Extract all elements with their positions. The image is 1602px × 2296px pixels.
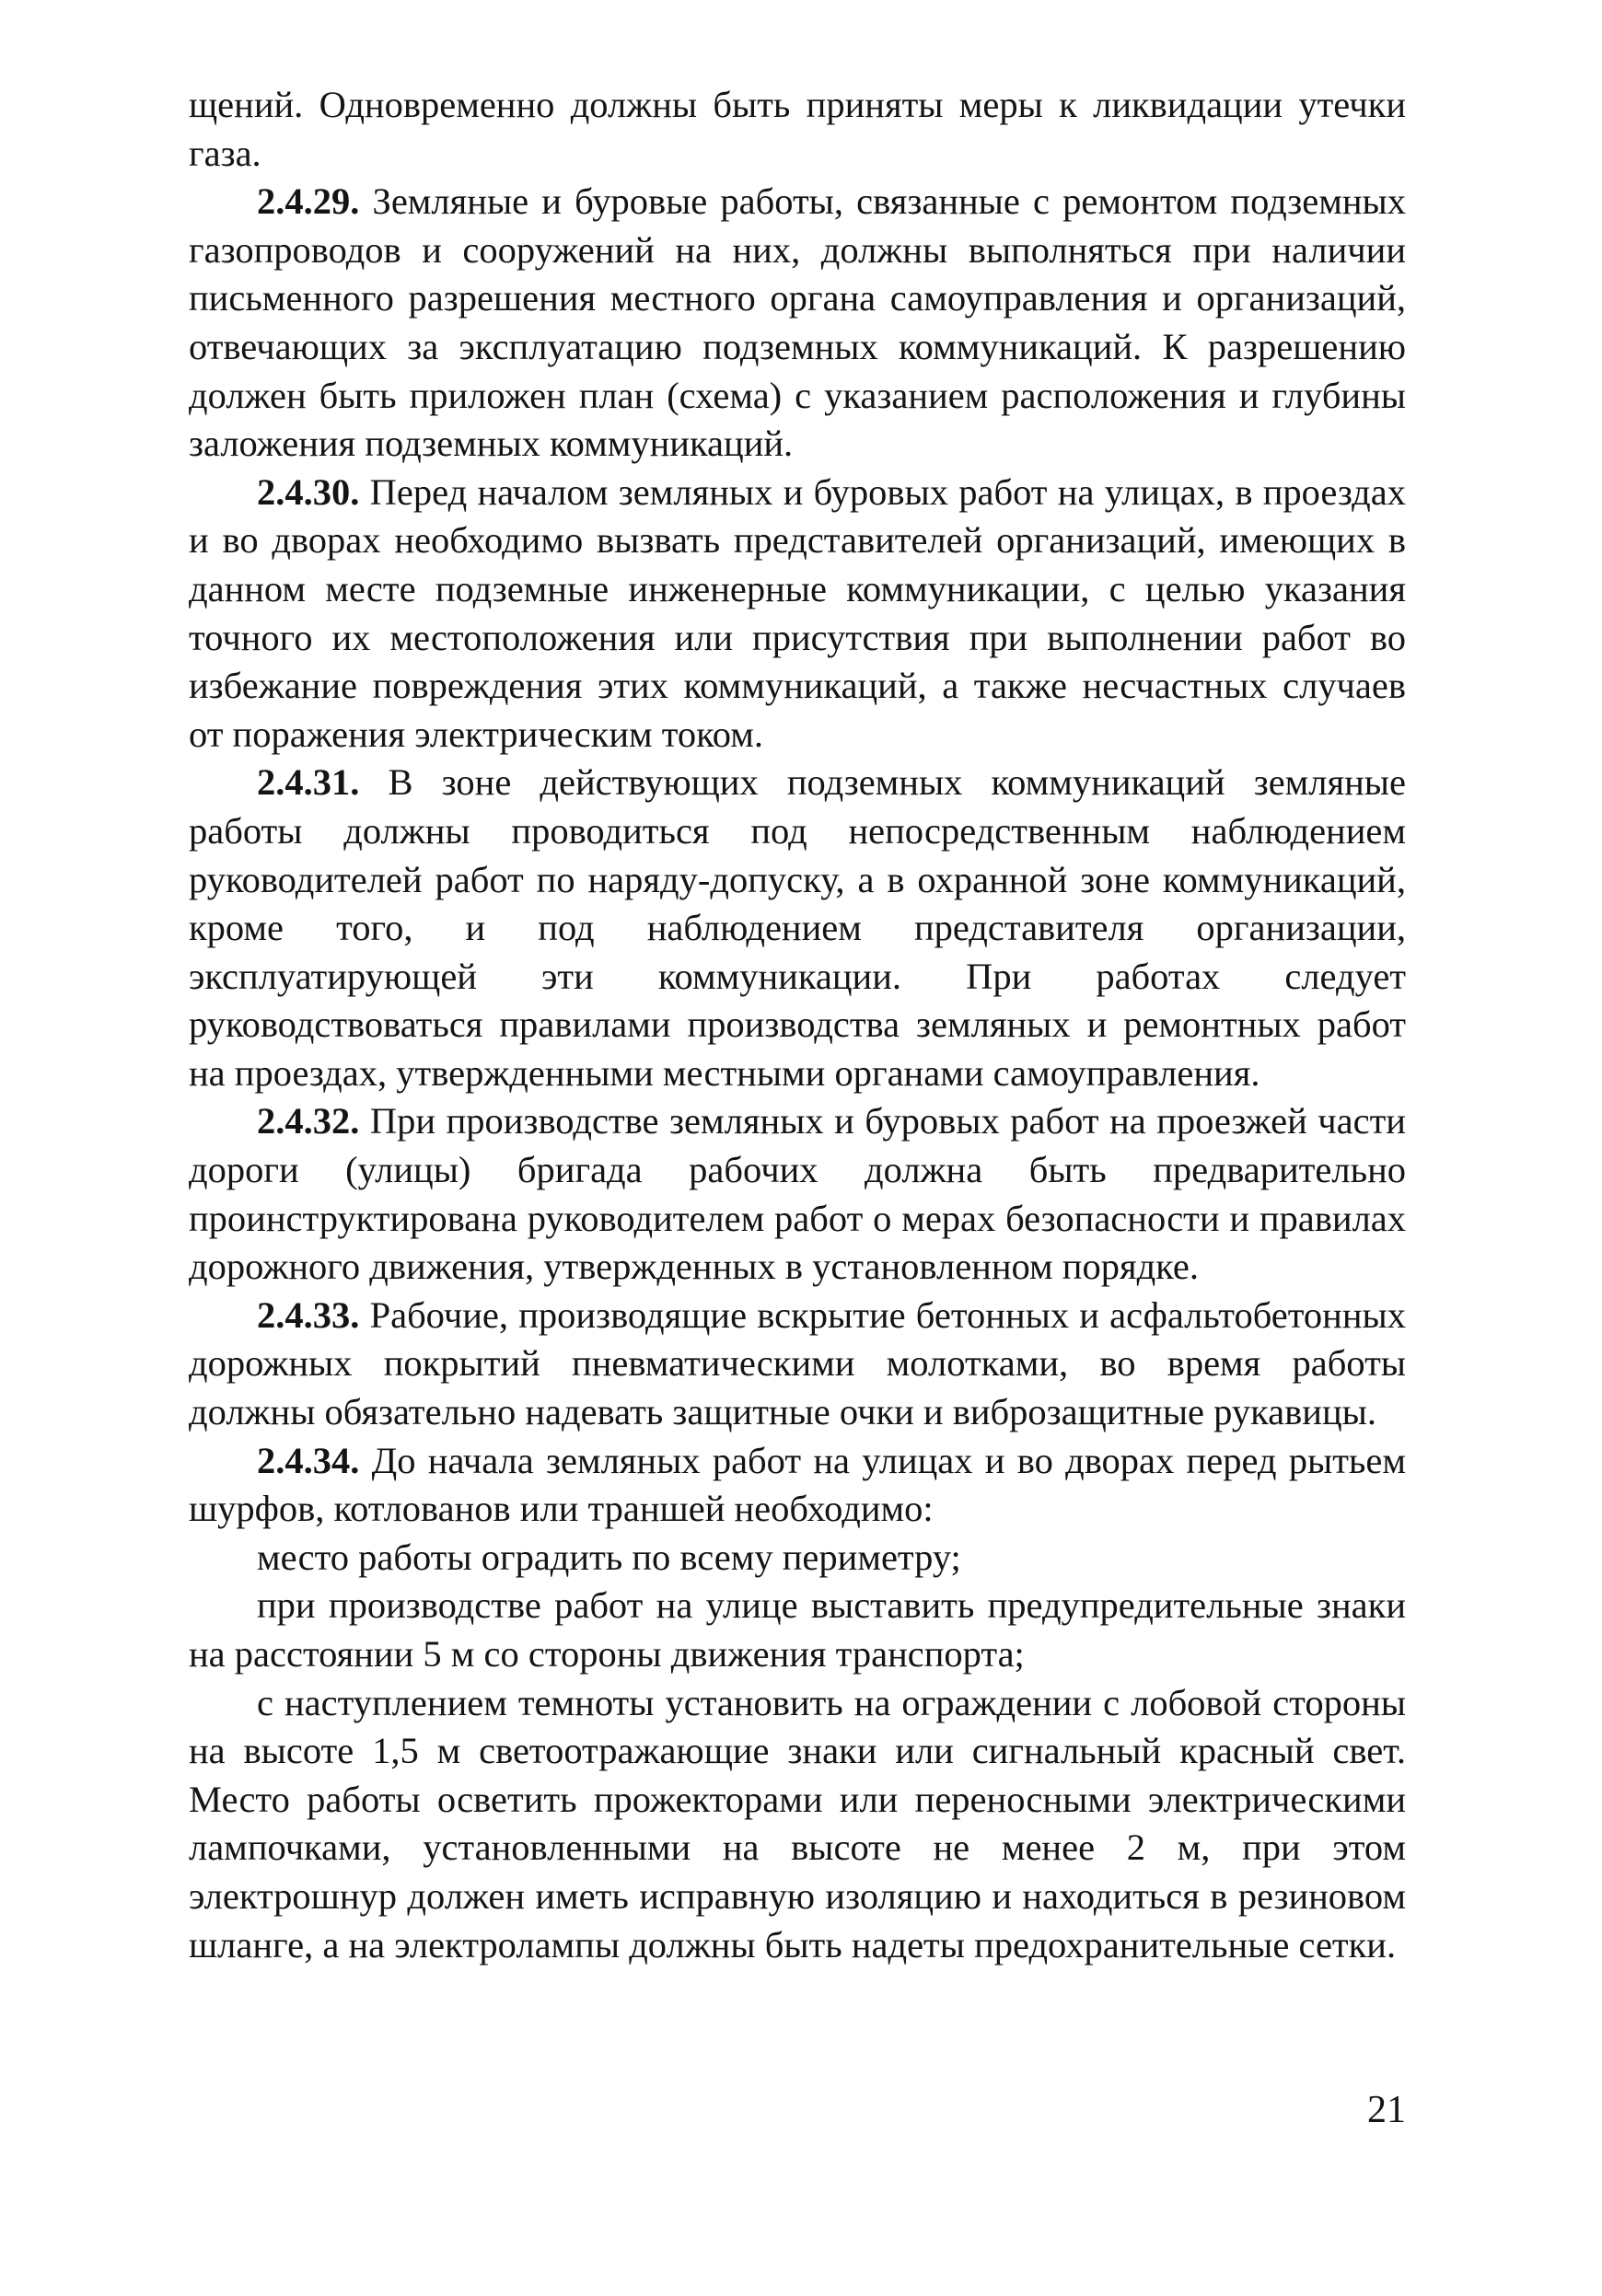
paragraph-text: Земляные и буровые работы, связанные с ремонтом подземных газопроводов и сооружений на них, должны выполняться при наличии письменного разрешения местного органа самоуправления и организаций, отвечающих за эксплуатацию подземных коммуникаций. К разрешению должен быть приложен план (схема) с указанием расположения и глубины заложения подземных коммуникаций. (189, 180, 1406, 465)
clause-number: 2.4.29. (257, 180, 360, 223)
paragraph-2-4-29 (189, 178, 1406, 469)
paragraph-text: При производстве земляных и буровых работ на проезжей части дороги (улицы) бригада рабочих должна быть предварительно проинструктирована руководителем работ о мерах безопасности и правилах дорожного движения, утвержденных в установленном порядке. (189, 1100, 1406, 1288)
paragraph-text: Перед началом земляных и буровых работ на улицах, в проездах и во дворах необходимо вызвать представителей организаций, имеющих в данном месте подземные инженерные коммуникации, с целью указания точного их местоположения или присутствия при выполнении работ во избежание повреждения этих коммуникаций, а также несчастных случаев от поражения электрическим током. (189, 470, 1406, 755)
paragraph-continuation (189, 81, 1406, 178)
paragraph-2-4-30 (189, 469, 1406, 760)
paragraph-text: В зоне действующих подземных коммуникаций земляные работы должны проводиться под непосредственным наблюдением руководителей работ по наряду-допуску, а в охранной зоне коммуникаций, кроме того, и под наблюдением представителя организации, эксплуатирующей эти коммуникации. При работах следует руководствоваться правилами производства земляных и ремонтных работ на проездах, утвержденными местными органами самоуправления. (189, 761, 1406, 1094)
list-item-signs (189, 1582, 1406, 1678)
paragraph-2-4-34 (189, 1437, 1406, 1534)
clause-number: 2.4.31. (257, 761, 360, 804)
list-item-fence (189, 1534, 1406, 1583)
paragraph-text: Рабочие, производящие вскрытие бетонных и асфальтобетонных дорожных покрытий пневматическими молотками, во время работы должны обязательно надевать защитные очки и виброзащитные рукавицы. (189, 1293, 1406, 1433)
paragraph-text: с наступлением темноты установить на ограждении с лобовой стороны на высоте 1,5 м светоотражающие знаки или сигнальный красный свет. Место работы осветить прожекторами или переносными электрическими лампочками, установленными на высоте не менее 2 м, при этом электрошнур должен иметь исправную изоляцию и находиться в резиновом шланге, а на электролампы должны быть надеты предохранительные сетки. (189, 1681, 1406, 1966)
paragraph-2-4-33 (189, 1292, 1406, 1437)
paragraph-2-4-31 (189, 759, 1406, 1097)
paragraph-text: место работы оградить по всему периметру; (257, 1536, 961, 1578)
paragraph-2-4-32 (189, 1097, 1406, 1291)
clause-number: 2.4.30. (257, 470, 360, 513)
list-item-lighting (189, 1679, 1406, 1970)
page-number: 21 (1367, 2089, 1406, 2131)
paragraph-text: До начала земляных работ на улицах и во дворах перед рытьем шурфов, котлованов или траншей необходимо: (189, 1439, 1406, 1530)
clause-number: 2.4.34. (257, 1439, 360, 1481)
paragraph-text: при производстве работ на улице выставить предупредительные знаки на расстоянии 5 м со стороны движения транспорта; (189, 1584, 1406, 1675)
page-body (189, 81, 1406, 1969)
clause-number: 2.4.33. (257, 1293, 360, 1336)
paragraph-text: щений. Одновременно должны быть приняты меры к ликвидации утечки газа. (189, 84, 1406, 174)
clause-number: 2.4.32. (257, 1100, 360, 1142)
